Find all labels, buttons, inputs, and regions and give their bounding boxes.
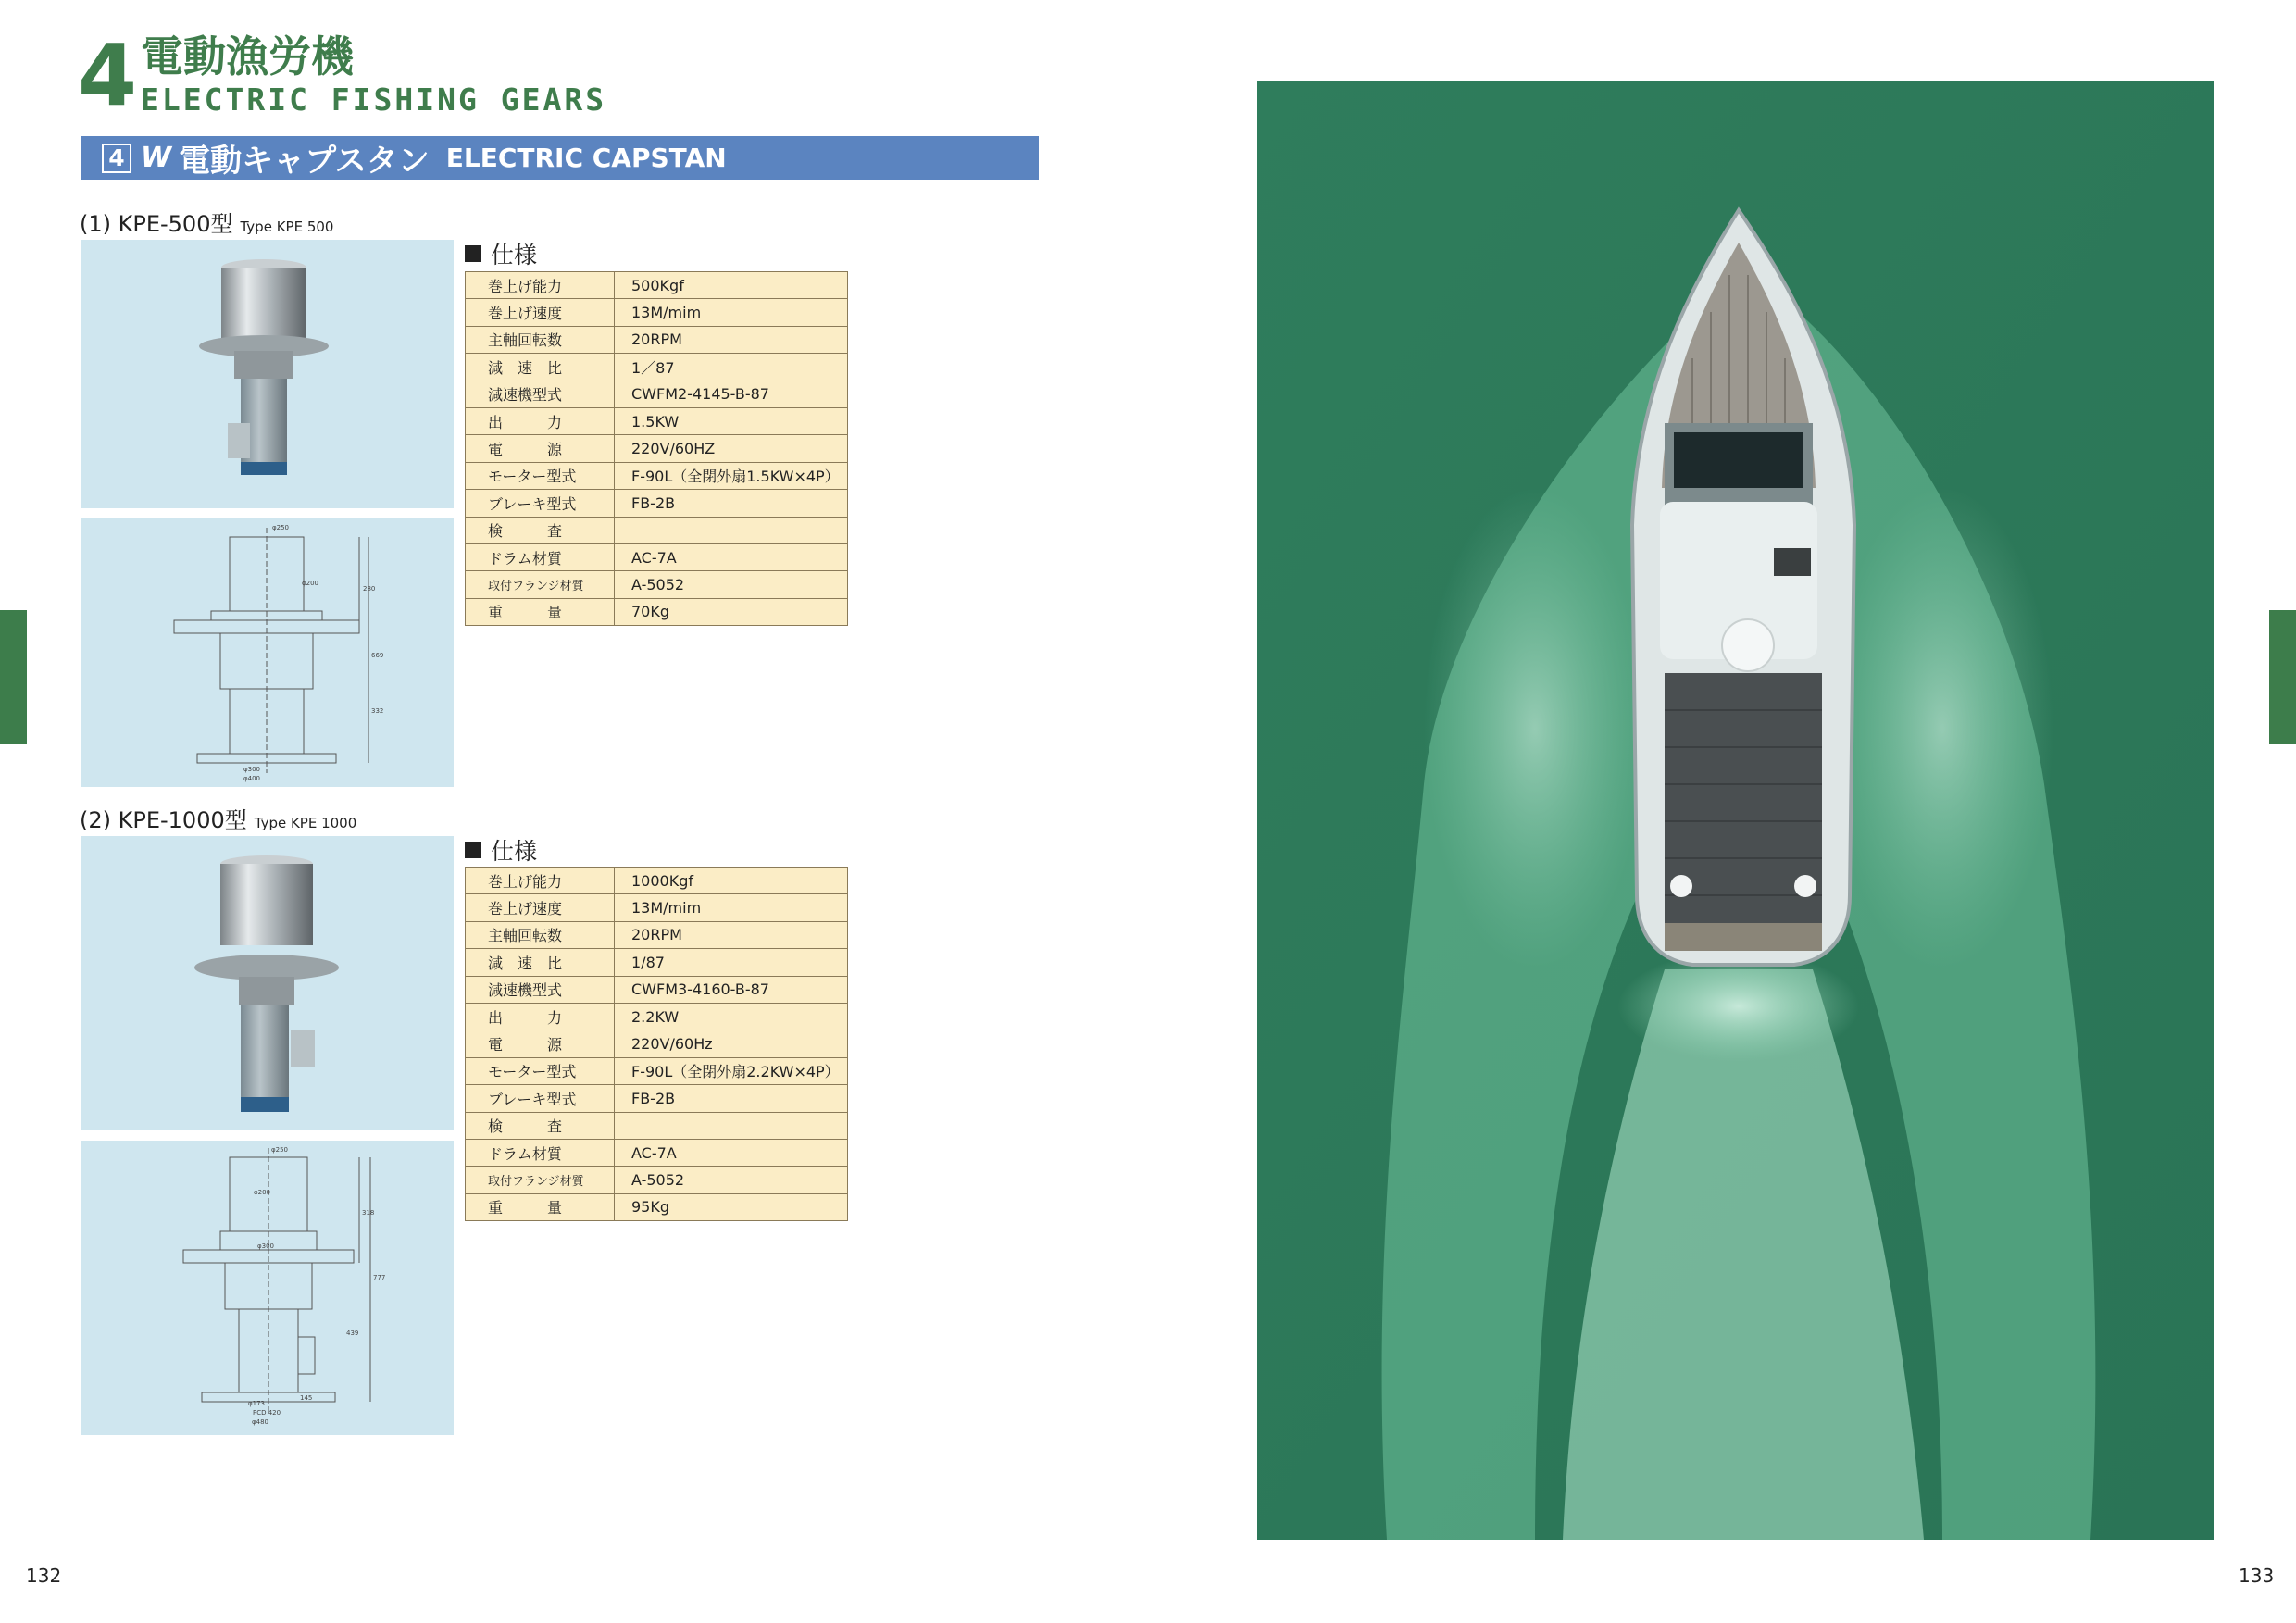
capstan-illustration: [81, 240, 454, 508]
spec-key: 重 量: [466, 1193, 615, 1220]
spec-value: FB-2B: [615, 490, 848, 517]
dim-label: φ173: [248, 1400, 265, 1407]
spec-key: 検 査: [466, 1112, 615, 1139]
dim-label: 145: [300, 1394, 313, 1402]
spec-value: 20RPM: [615, 921, 848, 948]
dim-label: φ200: [254, 1189, 270, 1196]
bullet-square-icon: [465, 245, 481, 262]
technical-drawing: [81, 518, 454, 787]
spec-row: [466, 598, 848, 625]
spec-value: A-5052: [615, 1167, 848, 1193]
dim-label: 669: [371, 652, 384, 659]
spec-table-kpe1000: [465, 867, 848, 1221]
dim-label: φ300: [243, 766, 260, 773]
dim-label: φ250: [272, 524, 289, 531]
spec-key: モーター型式: [466, 462, 615, 489]
spec-row: [466, 272, 848, 299]
spec-row: [466, 354, 848, 381]
spec-value: 95Kg: [615, 1193, 848, 1220]
dim-label: 318: [362, 1209, 375, 1217]
spec-table-body: [466, 868, 848, 1221]
chapter-title-en: ELECTRIC FISHING GEARS: [141, 81, 607, 118]
section-title-en: ELECTRIC CAPSTAN: [445, 143, 727, 173]
spec-row: [466, 1085, 848, 1112]
spec-row: [466, 571, 848, 598]
page-number-right: 133: [2239, 1565, 2275, 1587]
capstan-illustration: [81, 836, 454, 1130]
spec-heading-text: 仕様: [491, 242, 538, 268]
spec-row: [466, 1139, 848, 1166]
spec-value: 13M/mim: [615, 299, 848, 326]
spec-key: 電 源: [466, 435, 615, 462]
page-number-left: 132: [26, 1565, 62, 1587]
chapter-title-jp: 電動漁労機: [141, 31, 354, 81]
boat-aerial-photo: [1257, 81, 2214, 1540]
model-subtitle: Type KPE 1000: [254, 815, 357, 831]
spec-row: [466, 1030, 848, 1057]
spec-heading-text: 仕様: [491, 838, 538, 865]
spec-heading-kpe500: [465, 237, 537, 270]
spec-key: ブレーキ型式: [466, 1085, 615, 1112]
spec-value: 2.2KW: [615, 1003, 848, 1030]
dim-label: φ480: [252, 1418, 268, 1426]
dim-label: 439: [346, 1330, 359, 1337]
spec-key: 主軸回転数: [466, 326, 615, 353]
spec-key: 巻上げ速度: [466, 299, 615, 326]
spec-value: 1／87: [615, 354, 848, 381]
spec-row: [466, 868, 848, 894]
spec-value: F-90L（全閉外扇2.2KW×4P）: [615, 1057, 848, 1084]
spec-value: [615, 517, 848, 543]
spec-row: [466, 1057, 848, 1084]
section-title-jp: 電動キャプスタン: [179, 143, 430, 180]
spec-value: CWFM3-4160-B-87: [615, 976, 848, 1003]
model-name: (1) KPE-500型: [80, 211, 233, 237]
spec-key: 減 速 比: [466, 354, 615, 381]
spec-key: 巻上げ速度: [466, 894, 615, 921]
spec-row: [466, 921, 848, 948]
bullet-square-icon: [465, 842, 481, 858]
model-subtitle: Type KPE 500: [240, 218, 334, 235]
model-title-kpe1000: [80, 802, 356, 834]
section-number: 4: [102, 144, 131, 173]
spec-key: ドラム材質: [466, 543, 615, 570]
spec-table-body: [466, 272, 848, 626]
spec-value: 220V/60HZ: [615, 435, 848, 462]
spec-key: 減 速 比: [466, 949, 615, 976]
spec-key: 巻上げ能力: [466, 272, 615, 299]
chapter-number: 4: [78, 26, 136, 125]
dim-label: 332: [371, 707, 384, 715]
spec-row: [466, 407, 848, 434]
spec-key: 重 量: [466, 598, 615, 625]
side-tab-left: [0, 610, 27, 744]
spec-key: 検 査: [466, 517, 615, 543]
spec-heading-kpe1000: [465, 833, 537, 867]
capstan-photo-kpe1000: [81, 836, 454, 1130]
spec-key: 出 力: [466, 407, 615, 434]
spec-key: ドラム材質: [466, 1139, 615, 1166]
spec-value: A-5052: [615, 571, 848, 598]
spec-value: 70Kg: [615, 598, 848, 625]
spec-value: FB-2B: [615, 1085, 848, 1112]
dim-label: φ400: [243, 775, 260, 782]
spec-value: 220V/60Hz: [615, 1030, 848, 1057]
brand-logo: W: [141, 142, 167, 174]
model-title-kpe500: [80, 206, 333, 238]
spec-row: [466, 326, 848, 353]
spec-key: モーター型式: [466, 1057, 615, 1084]
spec-value: AC-7A: [615, 543, 848, 570]
dim-label: 280: [363, 585, 376, 593]
spec-row: [466, 543, 848, 570]
model-name: (2) KPE-1000型: [80, 807, 247, 833]
capstan-drawing-kpe1000: [81, 1141, 454, 1435]
spec-row: [466, 462, 848, 489]
spec-row: [466, 517, 848, 543]
spec-key: ブレーキ型式: [466, 490, 615, 517]
dim-label: φ200: [302, 580, 318, 587]
boat-illustration: [1257, 81, 2214, 1540]
spec-key: 電 源: [466, 1030, 615, 1057]
spec-row: [466, 381, 848, 407]
spec-row: [466, 490, 848, 517]
section-header-bar: [81, 136, 1039, 180]
dim-label: 777: [373, 1274, 386, 1281]
spec-table-kpe500: [465, 271, 848, 626]
spec-key: 取付フランジ材質: [466, 1167, 615, 1193]
dim-label: φ300: [257, 1242, 274, 1250]
dim-label: PCD 420: [253, 1409, 281, 1417]
spec-value: 13M/mim: [615, 894, 848, 921]
spec-row: [466, 1112, 848, 1139]
spec-value: 1/87: [615, 949, 848, 976]
spec-key: 巻上げ能力: [466, 868, 615, 894]
spec-value: CWFM2-4145-B-87: [615, 381, 848, 407]
dim-label: φ250: [271, 1146, 288, 1154]
spec-row: [466, 976, 848, 1003]
spec-row: [466, 299, 848, 326]
spec-row: [466, 1167, 848, 1193]
spec-key: 出 力: [466, 1003, 615, 1030]
spec-row: [466, 894, 848, 921]
spec-key: 取付フランジ材質: [466, 571, 615, 598]
spec-value: 1.5KW: [615, 407, 848, 434]
spec-key: 減速機型式: [466, 976, 615, 1003]
spec-row: [466, 949, 848, 976]
spec-value: F-90L（全閉外扇1.5KW×4P）: [615, 462, 848, 489]
spec-key: 減速機型式: [466, 381, 615, 407]
side-tab-right: [2269, 610, 2296, 744]
spec-value: AC-7A: [615, 1139, 848, 1166]
capstan-drawing-kpe500: [81, 518, 454, 787]
spec-value: 500Kgf: [615, 272, 848, 299]
spec-value: [615, 1112, 848, 1139]
spec-key: 主軸回転数: [466, 921, 615, 948]
capstan-photo-kpe500: [81, 240, 454, 508]
technical-drawing: [81, 1141, 454, 1435]
spec-value: 1000Kgf: [615, 868, 848, 894]
spec-row: [466, 1193, 848, 1220]
spec-value: 20RPM: [615, 326, 848, 353]
spec-row: [466, 1003, 848, 1030]
spec-row: [466, 435, 848, 462]
